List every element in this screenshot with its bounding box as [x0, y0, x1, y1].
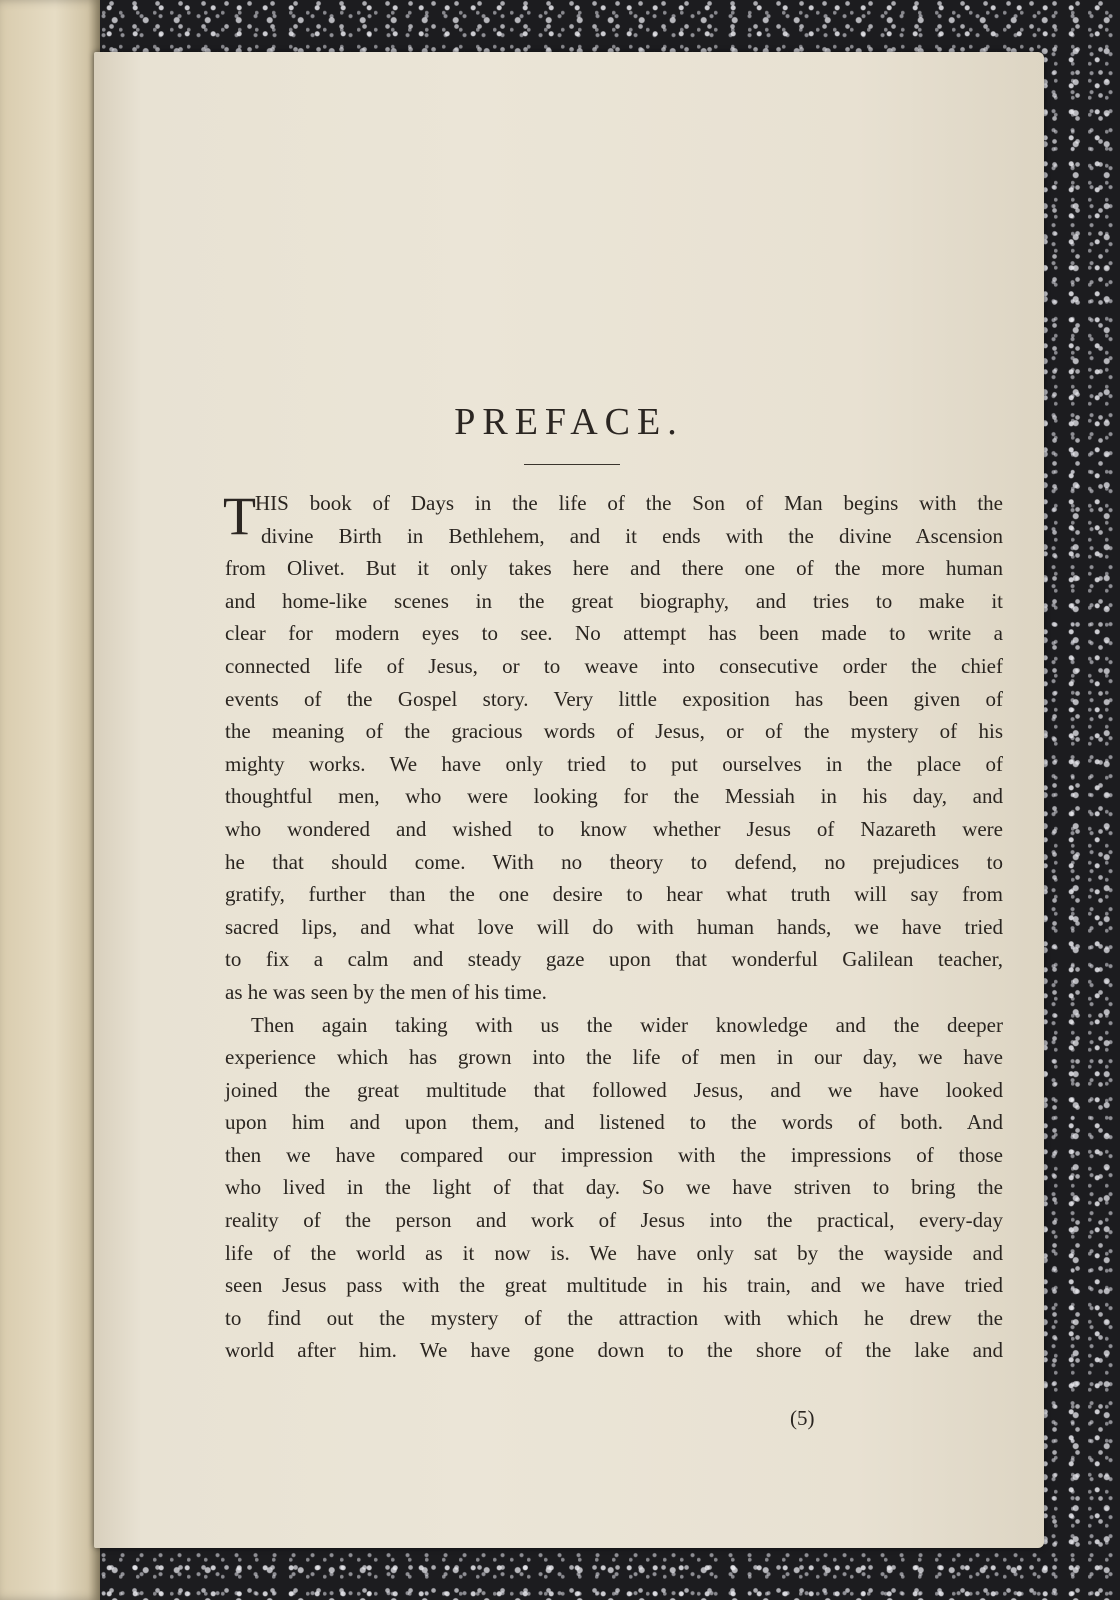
text-line: world after him. We have gone down to the shore of the lake and: [225, 1338, 1003, 1363]
text-line: as he was seen by the men of his time.: [225, 979, 547, 1004]
text-line: who lived in the light of that day. So we have striven to bring the: [225, 1175, 1003, 1200]
text-line: reality of the person and work of Jesus into the practical, every-day: [225, 1208, 1003, 1233]
left-page-edge: [0, 0, 100, 1600]
text-line: joined the great multitude that followed Jesus, and we have looked: [225, 1077, 1003, 1102]
drop-cap: T: [223, 486, 256, 546]
text-line: divine Birth in Bethlehem, and it ends with the divine Ascension: [261, 523, 1003, 548]
text-line: mighty works. We have only tried to put ourselves in the place of: [225, 751, 1003, 776]
book-page: [94, 52, 1044, 1548]
text-line: life of the world as it now is. We have only sat by the wayside and: [225, 1240, 1003, 1265]
page-number: (5): [790, 1406, 815, 1430]
text-line: and home-like scenes in the great biography, and tries to make it: [225, 588, 1003, 613]
text-line: Then again taking with us the wider knowledge and the deeper: [251, 1012, 1003, 1037]
text-line: experience which has grown into the life of men in our day, we have: [225, 1045, 1003, 1070]
text-line: sacred lips, and what love will do with human hands, we have tried: [225, 914, 1003, 939]
text-line: then we have compared our impression with the impressions of those: [225, 1142, 1003, 1167]
text-line: to fix a calm and steady gaze upon that wonderful Galilean teacher,: [225, 947, 1003, 972]
page-title: PREFACE.: [454, 401, 684, 443]
text-line: HIS book of Days in the life of the Son of Man begins with the: [255, 491, 1003, 515]
title-rule: [524, 464, 620, 465]
text-line: seen Jesus pass with the great multitude in his train, and we have tried: [225, 1273, 1003, 1298]
text-line: he that should come. With no theory to defend, no prejudices to: [225, 849, 1003, 874]
text-line: clear for modern eyes to see. No attempt has been made to write a: [225, 621, 1003, 646]
text-line: upon him and upon them, and listened to the words of both. And: [225, 1110, 1003, 1135]
preface-text: [225, 487, 1003, 1367]
text-line: from Olivet. But it only takes here and there one of the more human: [225, 556, 1003, 581]
text-line: connected life of Jesus, or to weave into consecutive order the chief: [225, 653, 1003, 678]
text-line: events of the Gospel story. Very little exposition has been given of: [225, 686, 1003, 711]
text-line: to find out the mystery of the attraction with which he drew the: [225, 1305, 1003, 1330]
text-line: who wondered and wished to know whether Jesus of Nazareth were: [225, 816, 1003, 841]
text-line: the meaning of the gracious words of Jesus, or of the mystery of his: [225, 719, 1003, 744]
text-line: gratify, further than the one desire to hear what truth will say from: [225, 882, 1003, 907]
text-line: thoughtful men, who were looking for the Messiah in his day, and: [225, 784, 1003, 809]
